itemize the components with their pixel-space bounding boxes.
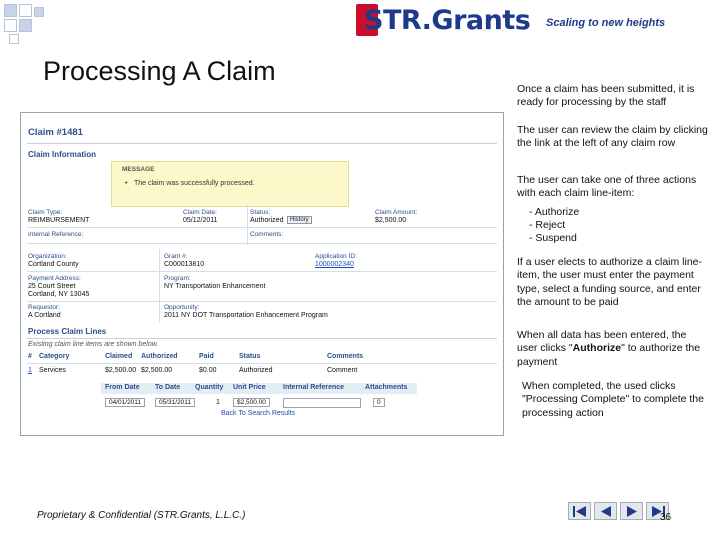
first-slide-icon — [572, 505, 588, 518]
note-submitted: Once a claim has been submitted, it is ready for processing by the staff — [517, 83, 695, 109]
col-category: Category — [39, 353, 70, 360]
attachments-count[interactable]: 0 — [373, 398, 385, 407]
note-authorize-button: When all data has been entered, the user clicks "Authorize" to authorize the payment — [517, 329, 701, 368]
grant-number-label: Grant #: — [164, 253, 188, 260]
action-authorize: - Authorize — [529, 206, 580, 218]
payment-address-line2: Cortland, NY 13045 — [28, 291, 90, 298]
claim-line-link[interactable]: 1 — [28, 367, 32, 374]
internal-reference-label: Internal Reference: — [28, 231, 84, 238]
payment-address-label: Payment Address: — [28, 275, 81, 282]
claim-lines-note: Existing claim line items are shown below. — [28, 341, 159, 348]
claim-amount-label: Claim Amount: — [375, 209, 418, 216]
claim-screen-screenshot: Claim #1481 Claim Information MESSAGE • The claim was successfully processed. Claim Type: REIMBURSEMENT Claim Date: 05/12/2011 Status: Authorized History Claim Amount: $2,500.00 Internal Reference: Comments: Organization: Cortland County Grant #: C000013810 Application ID: 1000002340 Payment Address: 25 Court Street Cortland, NY 13045 Program: NY Transportation Enhancement Requestor: A Cortland Opportunity: 2011 NY DOT Transportation Enhancement Program Process Claim Lines Existing claim line items are shown below. # Category Claimed Authorized Paid Status Comments 1 Services $2,500.00 $2,500.00 $0.00 Authorized Comment From Date To Date Quantity Unit Price Internal Reference Attachments 04/01/2011 05/31/2011 1 $2,500.00 0 Back To Search Results — [20, 112, 504, 436]
unit-price-field[interactable]: $2,500.00 — [233, 398, 270, 407]
previous-slide-button[interactable] — [594, 502, 617, 520]
page-number: 36 — [660, 512, 672, 523]
action-reject: - Reject — [529, 219, 566, 231]
opportunity-label: Opportunity: — [164, 304, 200, 311]
opportunity-value: 2011 NY DOT Transportation Enhancement Program — [164, 312, 328, 319]
success-message: MESSAGE • The claim was successfully processed. — [111, 161, 349, 207]
claim-type-label: Claim Type: — [28, 209, 63, 216]
organization-label: Organization: — [28, 253, 67, 260]
footer-text: Proprietary & Confidential (STR.Grants, L.L.C.) — [37, 510, 246, 521]
quantity-value: 1 — [216, 399, 220, 406]
col-authorized: Authorized — [141, 353, 178, 360]
claim-date-label: Claim Date: — [183, 209, 217, 216]
program-value: NY Transportation Enhancement — [164, 283, 266, 290]
comments-label: Comments: — [250, 231, 284, 238]
col-comments: Comments — [327, 353, 364, 360]
status-label: Status: — [250, 209, 271, 216]
note-actions: The user can take one of three actions with each claim line-item: — [517, 174, 697, 200]
action-suspend: - Suspend — [529, 232, 577, 244]
previous-slide-icon — [598, 505, 614, 518]
to-date-field[interactable]: 05/31/2011 — [155, 398, 195, 407]
note-review: The user can review the claim by clicking the link at the left of any claim row — [517, 124, 708, 150]
claim-type-value: REIMBURSEMENT — [28, 217, 90, 224]
process-claim-lines-heading: Process Claim Lines — [28, 327, 107, 336]
slide-title: Processing A Claim — [43, 56, 276, 86]
col-paid: Paid — [199, 353, 214, 360]
requestor-value: A Cortland — [28, 312, 61, 319]
claim-amount-value: $2,500.00 — [375, 217, 407, 224]
payment-address-line1: 25 Court Street — [28, 283, 76, 290]
from-date-field[interactable]: 04/01/2011 — [105, 398, 145, 407]
note-processing-complete: When completed, the used clicks "Processing Complete" to complete the processing action — [522, 380, 704, 419]
history-button[interactable]: History — [287, 216, 312, 224]
status-value: Authorized — [250, 217, 284, 224]
internal-reference-field[interactable] — [283, 398, 361, 408]
col-number: # — [28, 353, 32, 360]
next-slide-icon — [624, 505, 640, 518]
application-id-link[interactable]: 1000002340 — [315, 261, 354, 268]
next-slide-button[interactable] — [620, 502, 643, 520]
col-claimed: Claimed — [105, 353, 133, 360]
grant-number-value: C000013810 — [164, 261, 205, 268]
first-slide-button[interactable] — [568, 502, 591, 520]
claim-date-value: 05/12/2011 — [183, 217, 218, 224]
back-to-search-link[interactable]: Back To Search Results — [221, 410, 296, 417]
application-id-label: Application ID: — [315, 253, 357, 260]
tagline: Scaling to new heights — [546, 17, 666, 29]
organization-value: Cortland County — [28, 261, 79, 268]
claim-information-heading: Claim Information — [28, 150, 97, 159]
requestor-label: Requestor: — [28, 304, 60, 311]
note-authorize-details: If a user elects to authorize a claim line-item, the user must enter the payment type, select a funding source, and enter the amount to be paid — [517, 256, 703, 308]
col-status: Status — [239, 353, 261, 360]
claim-title: Claim #1481 — [28, 127, 83, 138]
program-label: Program: — [164, 275, 191, 282]
